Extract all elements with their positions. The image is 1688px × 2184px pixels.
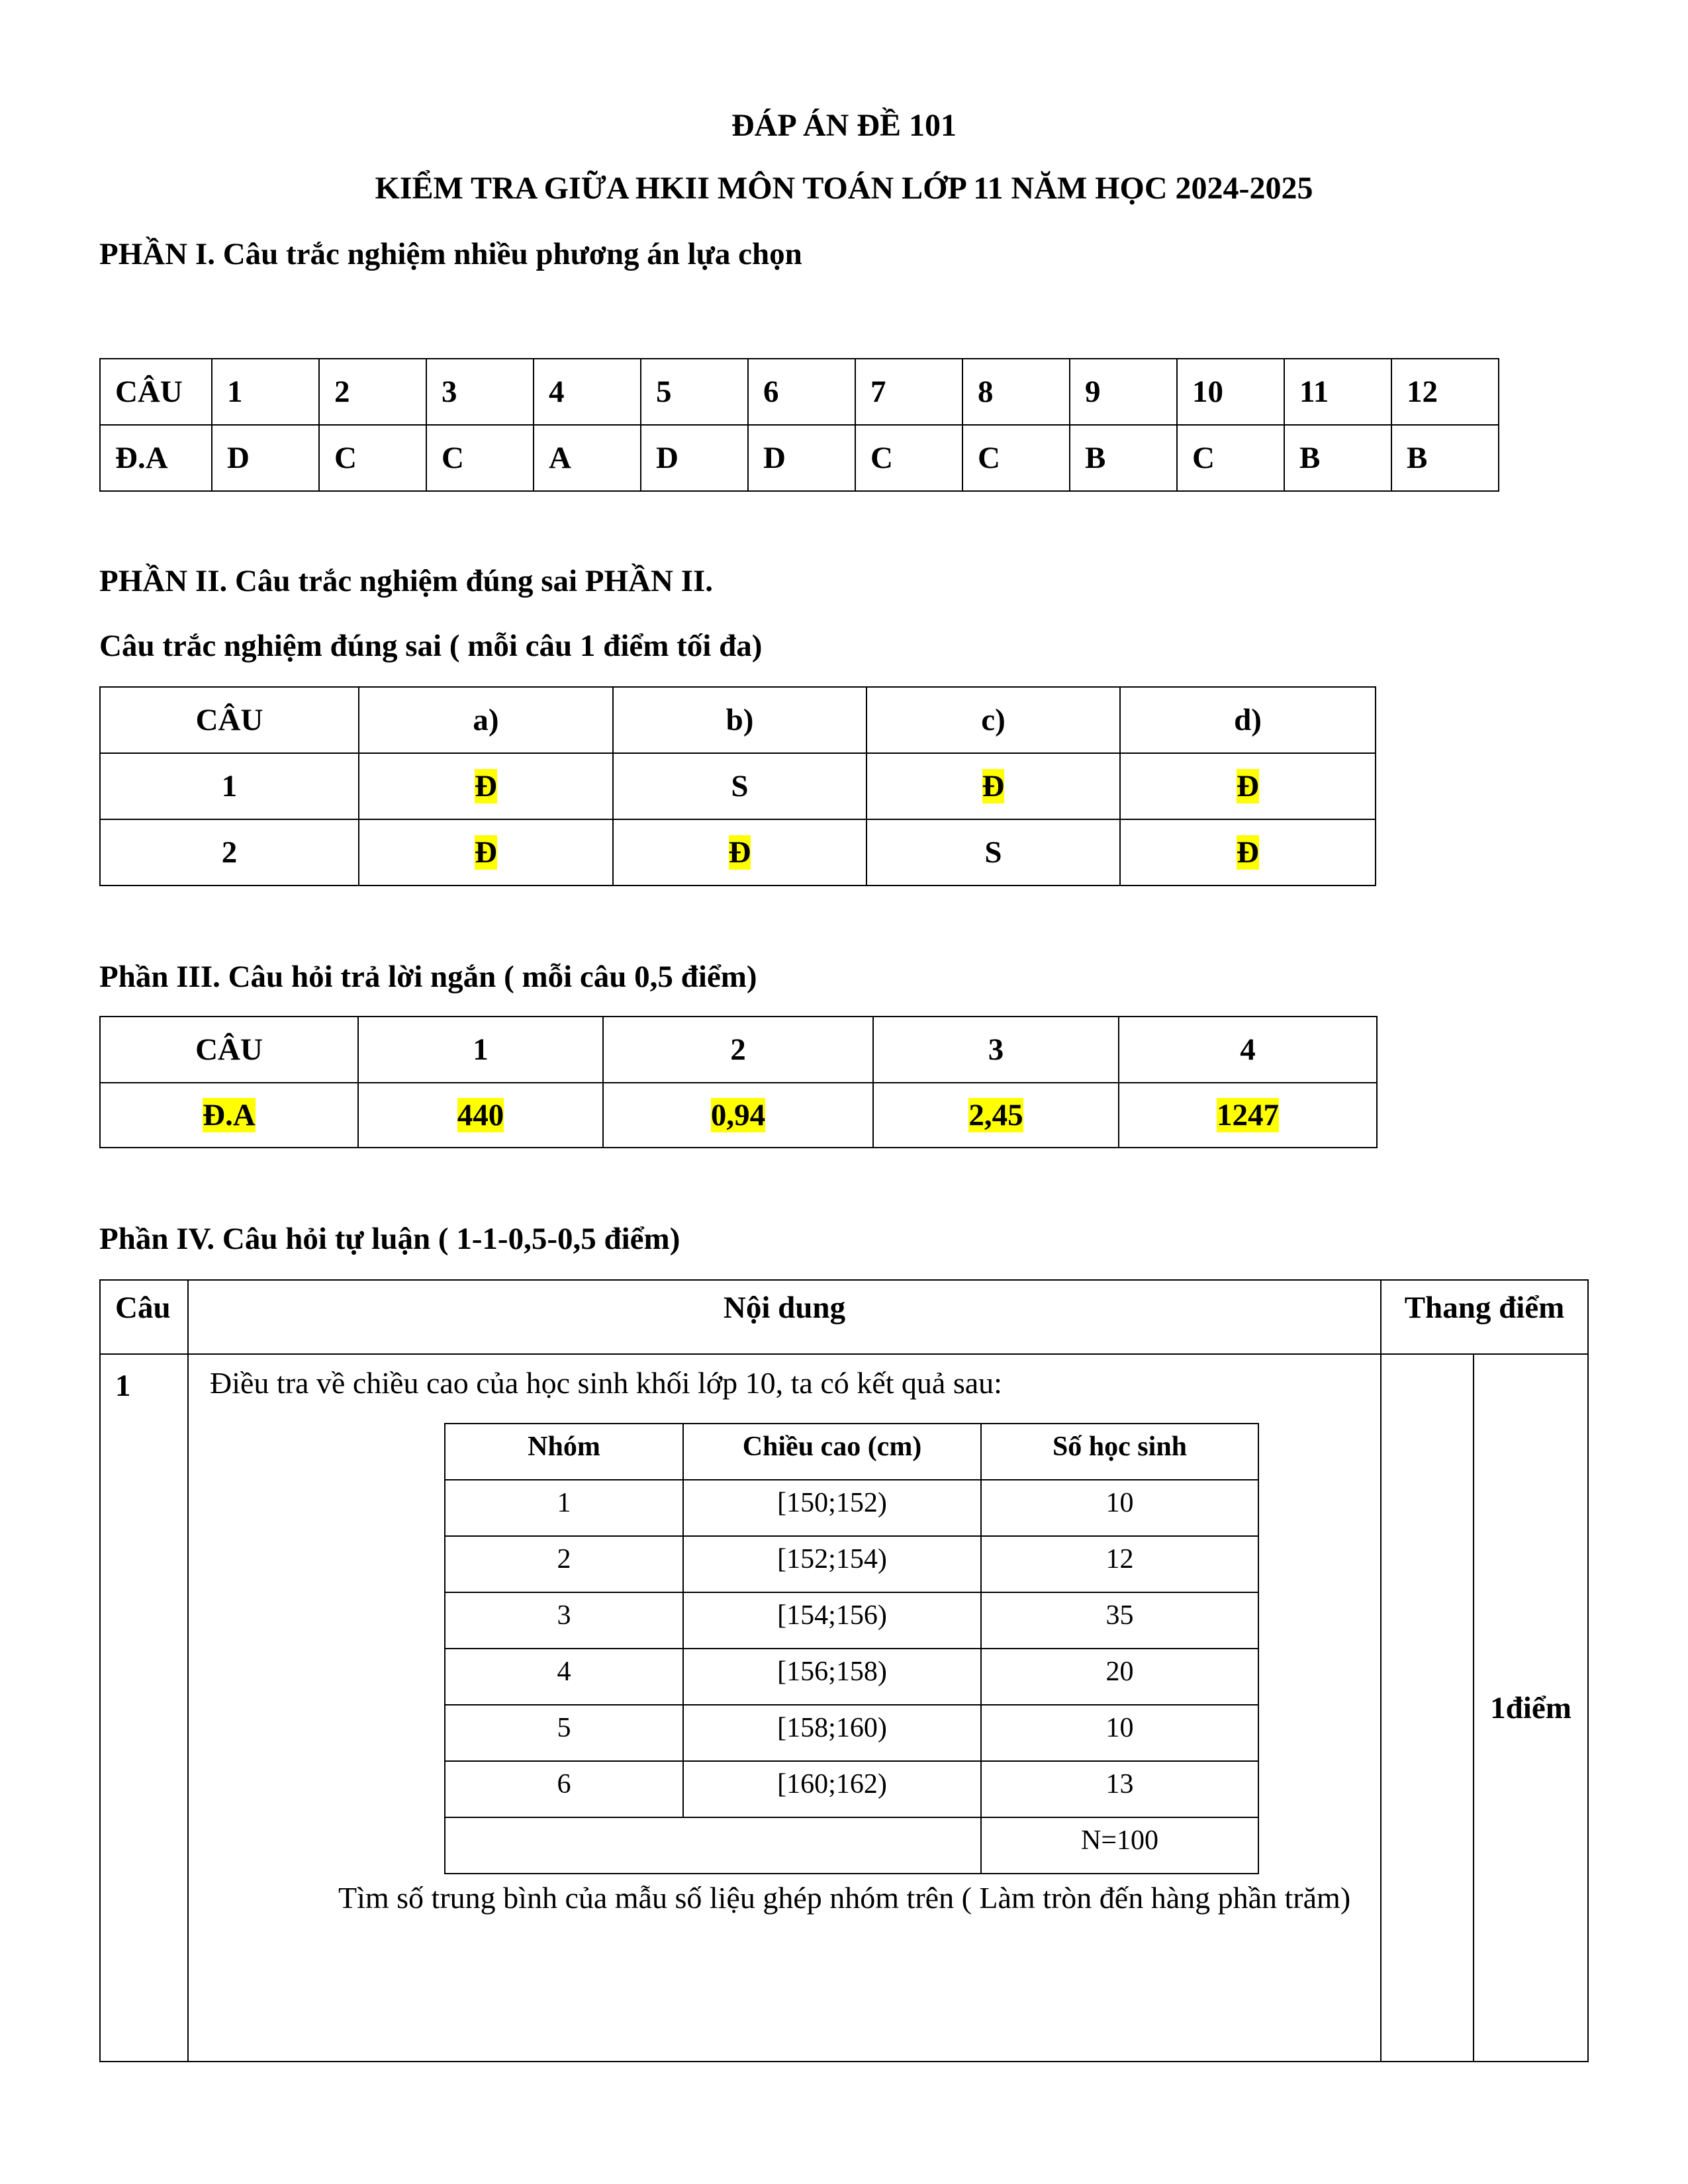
table-row (445, 1705, 1258, 1761)
answer-row (100, 1083, 1377, 1148)
part4-heading: Phần IV. Câu hỏi tự luận ( 1-1-0,5-0,5 điểm) (99, 1222, 680, 1256)
question-number: 4 (534, 359, 641, 425)
table-cell: 35 (981, 1592, 1258, 1649)
answer-cell (358, 1083, 603, 1148)
question-number: 2 (100, 819, 359, 886)
question-number: 9 (1070, 359, 1177, 425)
answer-value: S (984, 835, 1002, 870)
table-cell: 2 (445, 1536, 683, 1592)
total-row (445, 1817, 1258, 1874)
column-header: c) (867, 687, 1120, 753)
table-row (445, 1536, 1258, 1592)
header-score: Thang điểm (1381, 1280, 1588, 1354)
column-header: CÂU (100, 687, 359, 753)
question-number: 5 (641, 359, 748, 425)
question-number: 1 (100, 753, 359, 819)
answer-cell: C (319, 425, 426, 491)
answer-cell (359, 819, 613, 886)
empty-cell (445, 1817, 981, 1874)
table-cell: 20 (981, 1649, 1258, 1705)
table-cell: [150;152) (683, 1480, 981, 1536)
table-row (445, 1761, 1258, 1817)
question-content (188, 1354, 1381, 2062)
question-number: 1 (212, 359, 319, 425)
answer-cell: B (1391, 425, 1499, 491)
answer-value: S (731, 769, 749, 803)
answer-cell: C (855, 425, 962, 491)
question-number: 11 (1284, 359, 1391, 425)
question-intro: Điều tra về chiều cao của học sinh khối lớp 10, ta có kết quả sau: (210, 1366, 1002, 1400)
table-cell: 10 (981, 1480, 1258, 1536)
column-header: CÂU (100, 1017, 358, 1083)
question-number: 2 (319, 359, 426, 425)
answer-value: 440 (457, 1098, 504, 1132)
column-header: Chiều cao (cm) (683, 1424, 981, 1480)
question-number: 12 (1391, 359, 1499, 425)
header-row (445, 1424, 1258, 1480)
answer-cell (1119, 1083, 1377, 1148)
answer-cell (867, 819, 1120, 886)
table-row (445, 1649, 1258, 1705)
answer-value: 0,94 (710, 1098, 766, 1132)
header-row (100, 1017, 1377, 1083)
answer-cell: C (962, 425, 1070, 491)
column-header: b) (613, 687, 867, 753)
column-header: d) (1120, 687, 1376, 753)
answer-value: Đ (1237, 835, 1259, 870)
part4-table (99, 1279, 1589, 2062)
answer-cell (1120, 753, 1376, 819)
part2-heading: PHẦN II. Câu trắc nghiệm đúng sai PHẦN II. (99, 564, 714, 598)
header-row (100, 687, 1376, 753)
document-subtitle: KIỂM TRA GIỮA HKII MÔN TOÁN LỚP 11 NĂM HỌC 2024-2025 (375, 171, 1313, 206)
table-cell: 4 (445, 1649, 683, 1705)
answer-value: 1247 (1217, 1098, 1279, 1132)
part2-subheading: Câu trắc nghiệm đúng sai ( mỗi câu 1 điểm tối đa) (99, 629, 763, 663)
answer-value: Đ (982, 769, 1005, 803)
answer-cell (359, 753, 613, 819)
answer-row (100, 425, 1499, 491)
table-cell: [158;160) (683, 1705, 981, 1761)
answer-cell (613, 819, 867, 886)
answer-cell: D (641, 425, 748, 491)
score-spacer-cell (1381, 1354, 1474, 2062)
column-header: 4 (1119, 1017, 1377, 1083)
total-value: N=100 (981, 1817, 1258, 1874)
answer-value: Đ (1237, 769, 1259, 803)
question-number: 8 (962, 359, 1070, 425)
part1-answer-table (99, 358, 1499, 492)
question-number: 6 (748, 359, 855, 425)
table-row (445, 1480, 1258, 1536)
question-number: 10 (1177, 359, 1284, 425)
column-header: a) (359, 687, 613, 753)
document-title: ĐÁP ÁN ĐỀ 101 (731, 108, 957, 143)
answer-cell (867, 753, 1120, 819)
answer-value: Đ (728, 835, 751, 870)
question-row (100, 359, 1499, 425)
column-header: Nhóm (445, 1424, 683, 1480)
answer-cell: A (534, 425, 641, 491)
answer-value: Đ.A (203, 1098, 256, 1132)
table-cell: [156;158) (683, 1649, 981, 1705)
table-cell: 5 (445, 1705, 683, 1761)
part3-heading: Phần III. Câu hỏi trả lời ngắn ( mỗi câu 0,5 điểm) (99, 960, 757, 994)
table-row (100, 753, 1376, 819)
answer-cell: B (1284, 425, 1391, 491)
part3-answer-table (99, 1016, 1378, 1148)
answer-value: Đ (475, 769, 497, 803)
column-header: 1 (358, 1017, 603, 1083)
answer-cell (1120, 819, 1376, 886)
question-number: 7 (855, 359, 962, 425)
answer-cell (100, 1083, 358, 1148)
table-cell: [152;154) (683, 1536, 981, 1592)
answer-cell: B (1070, 425, 1177, 491)
answer-cell (613, 753, 867, 819)
table-cell: 1 (445, 1480, 683, 1536)
table-cell: 6 (445, 1761, 683, 1817)
table-cell: [160;162) (683, 1761, 981, 1817)
question-score: 1điểm (1474, 1354, 1588, 2062)
height-data-table (444, 1423, 1259, 1874)
answer-cell: D (212, 425, 319, 491)
row-header: Đ.A (100, 425, 212, 491)
part1-heading: PHẦN I. Câu trắc nghiệm nhiều phương án lựa chọn (99, 237, 802, 271)
answer-value: Đ (475, 835, 497, 870)
table-cell: [154;156) (683, 1592, 981, 1649)
row-header: CÂU (100, 359, 212, 425)
answer-cell (873, 1083, 1119, 1148)
question-text: Tìm số trung bình của mẫu số liệu ghép nhóm trên ( Làm tròn đến hàng phần trăm) (338, 1881, 1351, 1915)
column-header: 3 (873, 1017, 1119, 1083)
column-header: 2 (603, 1017, 873, 1083)
header-cau: Câu (100, 1280, 188, 1354)
table-cell: 12 (981, 1536, 1258, 1592)
part2-answer-table (99, 686, 1376, 886)
table-cell: 10 (981, 1705, 1258, 1761)
question-number: 1 (100, 1354, 188, 2062)
table-cell: 13 (981, 1761, 1258, 1817)
answer-cell: D (748, 425, 855, 491)
table-cell: 3 (445, 1592, 683, 1649)
answer-cell: C (1177, 425, 1284, 491)
question-number: 3 (426, 359, 534, 425)
answer-cell: C (426, 425, 534, 491)
table-row (445, 1592, 1258, 1649)
header-content: Nội dung (188, 1280, 1381, 1354)
answer-cell (603, 1083, 873, 1148)
table-row (100, 819, 1376, 886)
column-header: Số học sinh (981, 1424, 1258, 1480)
answer-value: 2,45 (968, 1098, 1023, 1132)
